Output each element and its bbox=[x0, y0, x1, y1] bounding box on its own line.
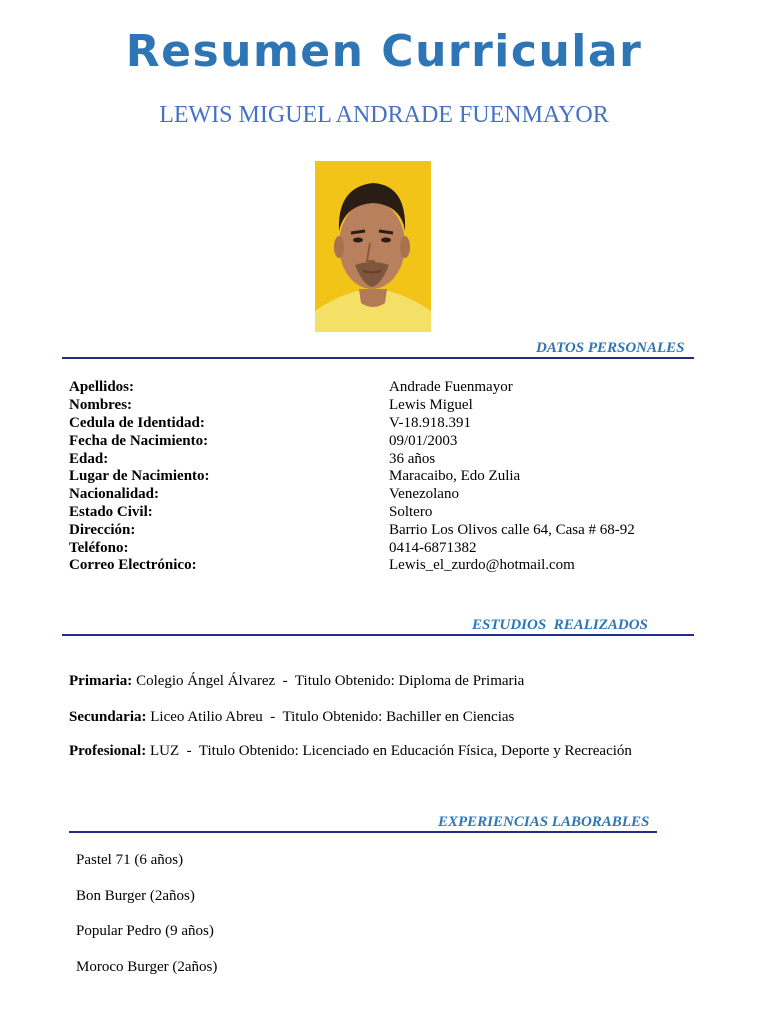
job-item: Moroco Burger (2años) bbox=[76, 959, 218, 975]
job-item: Bon Burger (2años) bbox=[76, 888, 195, 904]
field-label: Edad: bbox=[69, 451, 109, 467]
field-value: Soltero bbox=[389, 504, 433, 520]
field-label: Dirección: bbox=[69, 522, 136, 538]
field-value: Barrio Los Olivos calle 64, Casa # 68-92 bbox=[389, 522, 635, 538]
field-value: Andrade Fuenmayor bbox=[389, 379, 513, 395]
field-value: Lewis_el_zurdo@hotmail.com bbox=[389, 557, 575, 573]
full-name: LEWIS MIGUEL ANDRADE FUENMAYOR bbox=[159, 102, 609, 128]
field-label: Apellidos: bbox=[69, 379, 135, 395]
field-value: Maracaibo, Edo Zulia bbox=[389, 468, 521, 484]
study-secundaria bbox=[69, 708, 514, 726]
study-level: Profesional: bbox=[69, 743, 147, 759]
study-detail: LUZ - Titulo Obtenido: Licenciado en Educación Física, Deporte y Recreación bbox=[149, 743, 632, 759]
field-label: Cedula de Identidad: bbox=[69, 415, 205, 431]
field-value: 36 años bbox=[389, 451, 436, 467]
field-value: 09/01/2003 bbox=[389, 433, 458, 449]
study-primaria bbox=[69, 672, 524, 690]
study-level: Primaria: bbox=[69, 673, 133, 689]
field-label: Nombres: bbox=[69, 397, 133, 413]
field-value: Lewis Miguel bbox=[389, 397, 473, 413]
study-level: Secundaria: bbox=[69, 709, 147, 725]
section-divider bbox=[62, 634, 694, 636]
field-label: Estado Civil: bbox=[69, 504, 153, 520]
profile-photo bbox=[315, 161, 431, 332]
portrait-illustration bbox=[315, 161, 431, 332]
document-title: Resumen Curricular bbox=[125, 26, 643, 77]
study-profesional bbox=[69, 742, 632, 760]
section-heading-datos-personales: DATOS PERSONALES bbox=[536, 340, 685, 356]
field-label: Lugar de Nacimiento: bbox=[69, 468, 210, 484]
section-heading-estudios: ESTUDIOS REALIZADOS bbox=[472, 617, 648, 633]
field-value: 0414-6871382 bbox=[389, 540, 477, 556]
job-item: Popular Pedro (9 años) bbox=[76, 923, 214, 939]
section-divider bbox=[69, 831, 657, 833]
section-divider bbox=[62, 357, 694, 359]
study-detail: Colegio Ángel Álvarez - Titulo Obtenido: Diploma de Primaria bbox=[136, 673, 525, 689]
study-detail: Liceo Atilio Abreu - Titulo Obtenido: Bachiller en Ciencias bbox=[150, 709, 515, 725]
job-item: Pastel 71 (6 años) bbox=[76, 852, 184, 868]
section-heading-experiencias: EXPERIENCIAS LABORABLES bbox=[438, 814, 650, 830]
field-label: Nacionalidad: bbox=[69, 486, 160, 502]
field-value: V-18.918.391 bbox=[389, 415, 471, 431]
field-label: Correo Electrónico: bbox=[69, 557, 197, 573]
field-value: Venezolano bbox=[389, 486, 459, 502]
field-label: Teléfono: bbox=[69, 540, 129, 556]
field-label: Fecha de Nacimiento: bbox=[69, 433, 209, 449]
